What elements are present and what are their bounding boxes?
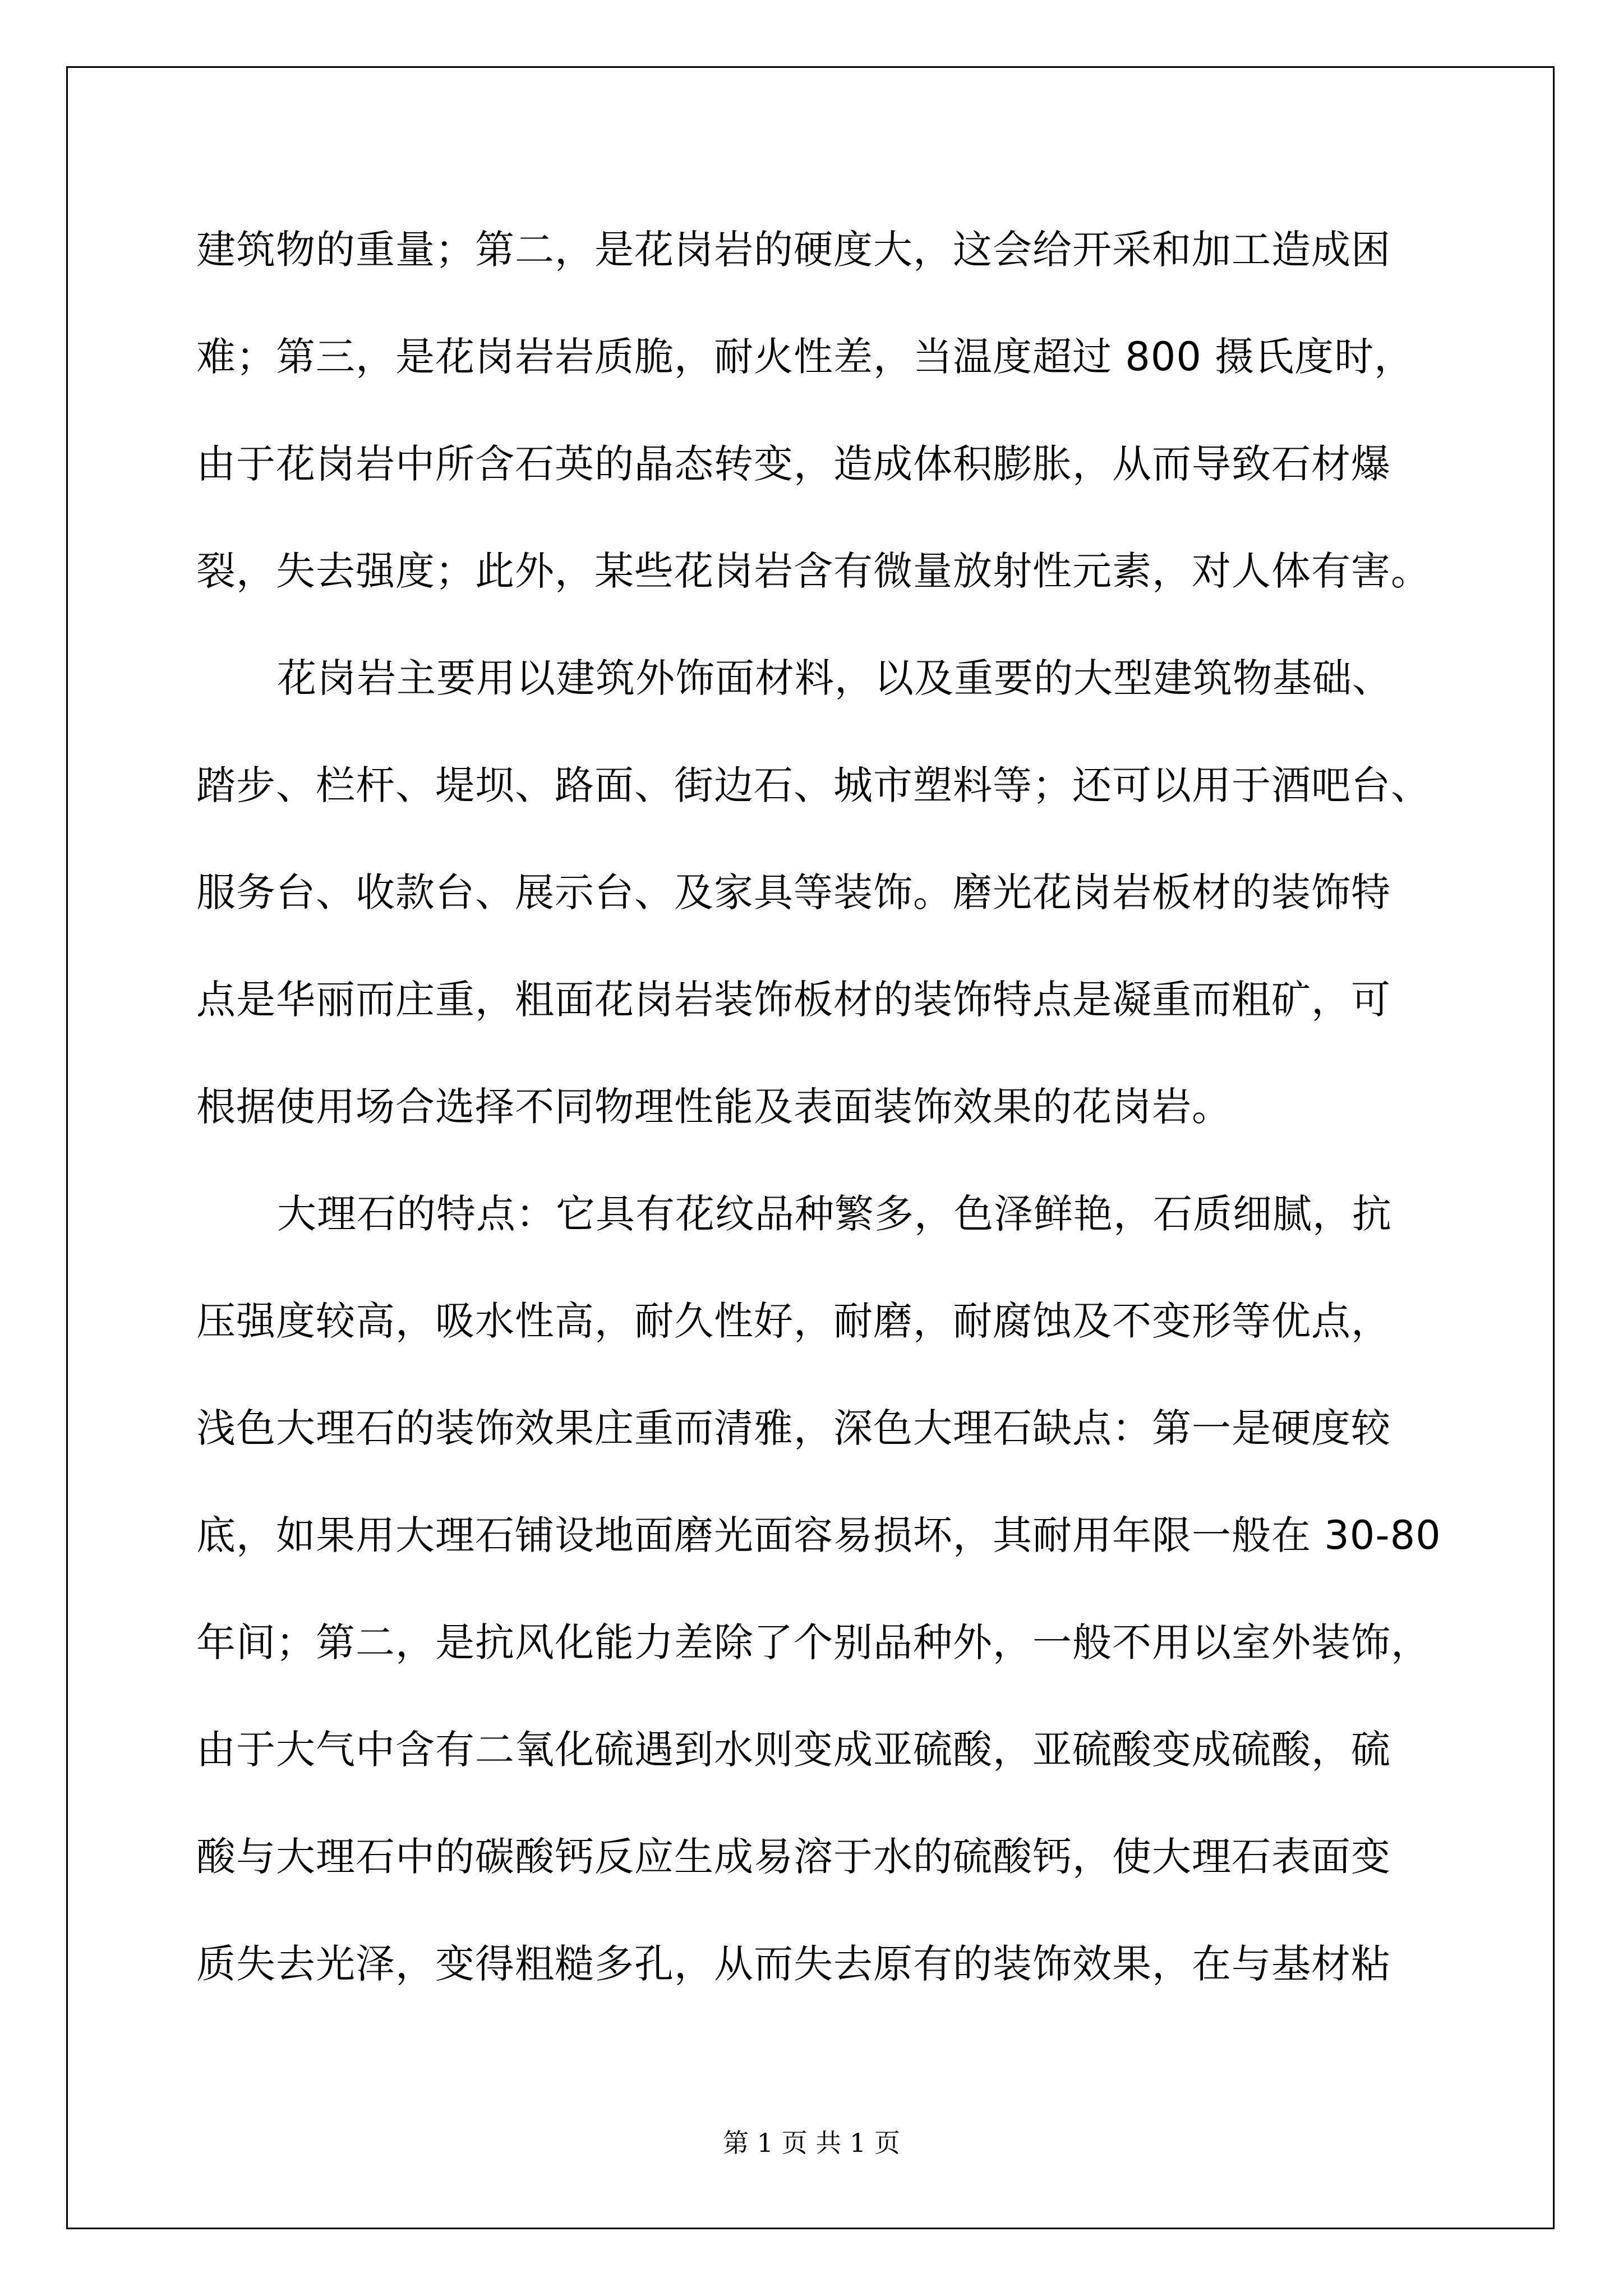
text-line: 酸与大理石中的碳酸钙反应生成易溶于水的硫酸钙，使大理石表面变 <box>196 1834 1391 1880</box>
text-line: 裂，失去强度；此外，某些花岗岩含有微量放射性元素，对人体有害。 <box>196 548 1431 594</box>
text-line: 大理石的特点：它具有花纹品种繁多，色泽鲜艳，石质细腻，抗 <box>277 1191 1392 1237</box>
text-line: 底，如果用大理石铺设地面磨光面容易损坏，其耐用年限一般在 30-80 <box>196 1512 1441 1558</box>
page-footer: 第 1 页 共 1 页 <box>723 2128 900 2158</box>
text-line: 根据使用场合选择不同物理性能及表面装饰效果的花岗岩。 <box>196 1084 1232 1130</box>
text-line: 花岗岩主要用以建筑外饰面材料，以及重要的大型建筑物基础、 <box>277 655 1392 701</box>
text-line: 由于花岗岩中所含石英的晶态转变，造成体积膨胀，从而导致石材爆 <box>196 441 1391 487</box>
text-line: 压强度较高，吸水性高，耐久性好，耐磨，耐腐蚀及不变形等优点， <box>196 1298 1391 1344</box>
document-body <box>196 208 1441 2029</box>
text-line: 服务台、收款台、展示台、及家具等装饰。磨光花岗岩板材的装饰特 <box>196 869 1391 915</box>
text-line: 由于大气中含有二氧化硫遇到水则变成亚硫酸，亚硫酸变成硫酸，硫 <box>196 1727 1391 1773</box>
text-line: 踏步、栏杆、堤坝、路面、街边石、城市塑料等；还可以用于酒吧台、 <box>196 762 1431 808</box>
text-line: 年间；第二，是抗风化能力差除了个别品种外，一般不用以室外装饰， <box>196 1619 1431 1665</box>
text-line: 点是华丽而庄重，粗面花岗岩装饰板材的装饰特点是凝重而粗矿，可 <box>196 977 1391 1023</box>
text-line: 建筑物的重量；第二，是花岗岩的硬度大，这会给开采和加工造成困 <box>196 227 1391 273</box>
text-line: 质失去光泽，变得粗糙多孔，从而失去原有的装饰效果，在与基材粘 <box>196 1941 1391 1987</box>
text-line: 浅色大理石的装饰效果庄重而清雅，深色大理石缺点：第一是硬度较 <box>196 1405 1391 1451</box>
text-line: 难；第三，是花岗岩岩质脆，耐火性差，当温度超过 800 摄氏度时， <box>196 334 1414 380</box>
